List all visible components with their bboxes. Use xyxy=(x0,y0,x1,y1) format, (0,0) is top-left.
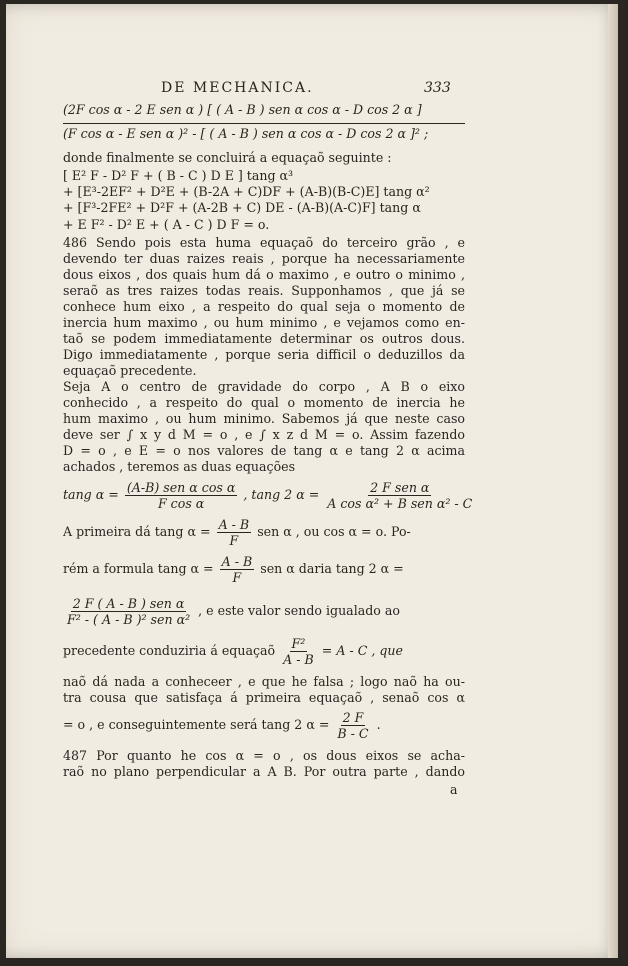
eq-suffix: = A - C , que xyxy=(321,643,403,658)
fraction-denominator: F xyxy=(232,570,242,585)
eq-suffix: sen α , ou cos α = o. Po- xyxy=(257,524,411,539)
paragraph-486-line: Digo immediatamente , porque seria difficil o deduzillos da xyxy=(63,347,465,362)
paragraph-486-line: devendo ter duas raizes reais , porque ha necessariamente xyxy=(63,251,465,266)
fraction-denominator: F² - ( A - B )² sen α² xyxy=(67,612,191,627)
equation-line xyxy=(63,710,465,741)
equation-line xyxy=(63,554,465,585)
paragraph-line: Seja A o centro de gravidade do corpo , A B o eixo xyxy=(63,379,465,394)
fraction xyxy=(325,480,474,511)
fraction-numerator: 2 F sen α xyxy=(370,480,430,495)
book-page xyxy=(6,4,618,958)
eq-middle: , tang 2 α = xyxy=(243,487,320,502)
fraction xyxy=(335,710,370,741)
fraction-numerator: (A-B) sen α cos α xyxy=(126,480,236,495)
fraction-denominator: A cos α² + B sen α² - C xyxy=(327,496,473,511)
fraction-numerator: 2 F xyxy=(342,710,364,725)
paragraph-line: naõ dá nada a conheceer , e que he falsa ; logo naõ ha ou- xyxy=(63,674,465,689)
paragraph-486-line: taõ se podem immediatamente determinar os outros dous. xyxy=(63,331,465,346)
fraction-numerator: F² xyxy=(291,636,306,651)
fraction-numerator: A - B xyxy=(221,554,253,569)
page-edge xyxy=(608,4,618,958)
paragraph-line: achados , teremos as duas equações xyxy=(63,459,296,474)
paragraph-486-line: 486 Sendo pois esta huma equaçaõ do terceiro grão , e xyxy=(63,235,465,250)
paragraph-487-line: 487 Por quanto he cos α = o , os dous eixos se acha- xyxy=(63,748,465,763)
paragraph-486-line: conhece hum eixo , a respeito do qual seja o momento de xyxy=(63,299,465,314)
running-header: DE MECHANICA. xyxy=(161,80,314,96)
fraction xyxy=(220,554,255,585)
page-number: 333 xyxy=(424,80,451,96)
paragraph-486-line: inercia hum maximo , ou hum minimo , e vejamos como en- xyxy=(63,315,465,330)
fraction xyxy=(125,480,238,511)
equation-line xyxy=(63,596,465,627)
paragraph-line: hum maximo , ou hum minimo. Sabemos já que neste caso xyxy=(63,411,465,426)
fraction-denominator: F cos α xyxy=(157,496,205,511)
equation-line xyxy=(63,517,465,548)
eq-prefix: A primeira dá tang α = xyxy=(63,524,211,539)
fraction-denominator: A - B xyxy=(283,652,314,667)
equation-line xyxy=(63,636,465,667)
paragraph-487-line: raõ no plano perpendicular a A B. Por outra parte , dando xyxy=(63,764,465,779)
eq-prefix: rém a formula tang α = xyxy=(63,561,214,576)
eq-prefix: tang α = xyxy=(63,487,119,502)
eq-suffix: sen α daria tang 2 α = xyxy=(260,561,404,576)
equation-line: [ E² F - D² F + ( B - C ) D E ] tang α³ xyxy=(63,168,294,183)
paragraph-line: deve ser ∫ x y d M = o , e ∫ x z d M = o. Assim fazendo xyxy=(63,427,465,442)
fraction-denominator: F xyxy=(229,533,239,548)
paragraph-486-line: dous eixos , dos quais hum dá o maximo , e outro o minimo , xyxy=(63,267,465,282)
equation-line: + E F² - D² E + ( A - C ) D F = o. xyxy=(63,217,270,232)
paragraph-line: conhecido , a respeito do qual o momento de inercia he xyxy=(63,395,465,410)
catchword: a xyxy=(450,782,458,797)
eq-suffix: . xyxy=(376,717,381,732)
fraction xyxy=(281,636,316,667)
text-line: donde finalmente se concluirá a equaçaõ seguinte : xyxy=(63,150,392,165)
paragraph-line: tra cousa que satisfaça á primeira equaçaõ , senaõ cos α xyxy=(63,690,465,705)
fraction xyxy=(217,517,252,548)
eq-prefix: precedente conduziria á equaçaõ xyxy=(63,643,276,658)
fraction-denominator: B - C xyxy=(337,726,369,741)
equation-line: + [F³-2FE² + D²F + (A-2B + C) DE - (A-B)(A-C)F] tang α xyxy=(63,200,421,215)
denominator-line: (F cos α - E sen α )² - [ ( A - B ) sen α cos α - D cos 2 α ]² ; xyxy=(63,123,465,143)
fraction xyxy=(65,596,192,627)
equation-line: + [E³-2EF² + D²E + (B-2A + C)DF + (A-B)(B-C)E] tang α² xyxy=(63,184,430,199)
paragraph-486-line: equaçaõ precedente. xyxy=(63,363,197,378)
numerator-line: (2F cos α - 2 E sen α ) [ ( A - B ) sen α cos α - D cos 2 α ] xyxy=(63,102,422,117)
equation-tang xyxy=(63,480,473,511)
eq-suffix: , e este valor sendo igualado ao xyxy=(198,603,400,618)
eq-prefix: = o , e conseguintemente será tang 2 α = xyxy=(63,717,330,732)
paragraph-line: D = o , e E = o nos valores de tang α e tang 2 α acima xyxy=(63,443,465,458)
paragraph-486-line: seraõ as tres raizes todas reais. Supponhamos , que já se xyxy=(63,283,465,298)
fraction-numerator: 2 F ( A - B ) sen α xyxy=(72,596,185,611)
fraction-numerator: A - B xyxy=(218,517,250,532)
